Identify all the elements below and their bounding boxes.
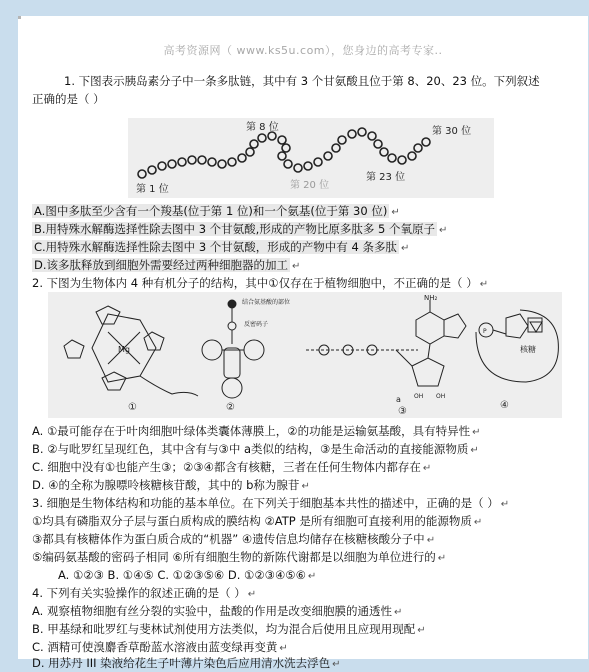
amino-acid-bead	[282, 144, 290, 152]
amino-acid-bead	[332, 144, 340, 152]
statement-text: ⑤编码氨基酸的密码子相同 ⑥所有细胞生物的新陈代谢都是以细胞为单位进行的	[32, 550, 436, 564]
peptide-chain-figure	[128, 118, 494, 198]
molecules-svg	[48, 292, 562, 418]
label-position-30: 第 30 位	[432, 126, 472, 137]
option-text: A. ①最可能存在于叶肉细胞叶绿体类囊体薄膜上，②的功能是运输氨基酸，具有特异性	[32, 424, 471, 438]
option-text: D.该多肽释放到细胞外需要经过两种细胞器的加工	[34, 258, 289, 272]
option-text: A.图中多肽至少含有一个羧基(位于第 1 位)和一个氨基(位于第 30 位)	[34, 204, 388, 218]
peptide-chain-beads	[138, 128, 430, 178]
amino-acid-bead	[414, 144, 422, 152]
q4-option-a	[32, 604, 402, 620]
amino-acid-bead	[228, 158, 236, 166]
atp-structure	[306, 300, 466, 386]
q3-stem	[32, 496, 509, 512]
option-text: C. 细胞中没有①也能产生③；②③④都含有核糖，三者在任何生物体内都存在	[32, 460, 421, 474]
paragraph-mark-icon: ↵	[307, 571, 317, 582]
statement-text: ③都具有核糖体作为蛋白质合成的“机器” ④遗传信息均储存在核糖核酸分子中	[32, 532, 425, 546]
trna-structure	[202, 300, 264, 398]
option-text: A. 观察植物细胞有丝分裂的实验中，盐酸的作用是改变细胞膜的通透性	[32, 604, 392, 618]
paragraph-mark-icon: ↵	[422, 463, 432, 474]
paragraph-mark-icon: ↵	[437, 553, 447, 564]
phosphate-label: P	[483, 328, 487, 335]
amino-acid-bead	[284, 160, 292, 168]
q4-option-b	[32, 622, 426, 638]
nucleotide-structure	[476, 310, 558, 382]
peptide-chain-svg	[128, 118, 494, 198]
amino-acid-bead	[278, 152, 286, 160]
paragraph-mark-icon: ↵	[470, 445, 479, 456]
amino-acid-bead	[358, 128, 366, 136]
paragraph-mark-icon: ↵	[247, 589, 257, 600]
option-text: B.用特殊水解酶选择性除去图中 3 个甘氨酸,形成的产物比原多肽多 5 个氧原子	[34, 222, 435, 236]
q2-option-c	[32, 460, 431, 476]
label-position-8: 第 8 位	[246, 122, 279, 133]
label-position-20: 第 20 位	[290, 180, 330, 191]
amino-acid-bead	[218, 160, 226, 168]
q3-statement-3	[32, 550, 446, 566]
q2-option-a	[32, 424, 480, 440]
q3-options	[58, 568, 316, 584]
paragraph-mark-icon: ↵	[393, 607, 403, 618]
q3-statement-2	[32, 532, 435, 548]
amino-acid-bead	[422, 138, 430, 146]
fig-label-2: ②	[226, 402, 235, 413]
corner-mark	[18, 16, 21, 19]
option-text: B. 甲基绿和吡罗红与斐林试剂使用方法类似，均为混合后使用且应现用现配	[32, 622, 416, 636]
paragraph-mark-icon: ↵	[400, 243, 410, 254]
organic-molecules-figure	[48, 292, 562, 418]
nh2-label: NH₂	[424, 294, 438, 302]
amino-acid-binding-site-label: 结合氨基酸的部位	[242, 299, 291, 306]
option-text: C.用特殊水解酶选择性除去图中 3 个甘氨酸，形成的产物中有 4 条多肽	[34, 240, 397, 254]
q1-option-b	[32, 222, 447, 238]
ribose-label: 核糖	[520, 345, 536, 354]
stem-text: 2. 下图为生物体内 4 种有机分子的结构，其中①仅存在于植物细胞中，不正确的是（ ）	[32, 276, 478, 290]
q1-option-a	[32, 204, 400, 220]
amino-acid-bead	[278, 136, 286, 144]
amino-acid-bead	[294, 164, 302, 172]
anticodon-label: 反密码子	[244, 321, 269, 328]
q2-option-d	[32, 478, 310, 494]
amino-acid-bead	[324, 152, 332, 160]
option-text: D. ④的全称为腺嘌呤核糖核苷酸，其中的 b称为腺苷	[32, 478, 300, 492]
q2-stem	[32, 276, 488, 292]
fig-label-1: ①	[128, 402, 137, 413]
document-page	[18, 16, 588, 670]
q3-statement-1	[32, 514, 482, 530]
option-text: C. 酒精可使溴麝香草酚蓝水溶液由蓝变绿再变黄	[32, 640, 278, 654]
statement-text: ①均具有磷脂双分子层与蛋白质构成的膜结构 ②ATP 是所有细胞可直接利用的能源物质	[32, 514, 472, 528]
amino-acid-bead	[408, 152, 416, 160]
paragraph-mark-icon: ↵	[500, 499, 510, 510]
q2-option-b	[32, 442, 479, 458]
option-text: B. ②与吡罗红呈现红色，其中含有与③中 a类似的结构，③是生命活动的直接能源物质	[32, 442, 469, 456]
paragraph-mark-icon: ↵	[479, 279, 489, 290]
amino-acid-bead	[314, 158, 322, 166]
paragraph-mark-icon: ↵	[279, 643, 288, 654]
amino-acid-bead	[158, 162, 166, 170]
fig-label-4: ④	[500, 400, 509, 411]
amino-acid-bead	[388, 154, 396, 162]
amino-acid-bead	[246, 148, 254, 156]
amino-acid-bead	[348, 130, 356, 138]
paragraph-mark-icon: ↵	[438, 225, 448, 236]
amino-acid-bead	[258, 134, 266, 142]
amino-acid-bead	[198, 156, 206, 164]
amino-acid-bead	[268, 132, 276, 140]
stem-text: 4. 下列有关实验操作的叙述正确的是（ ）	[32, 586, 246, 600]
oh-label-2: OH	[436, 393, 446, 400]
chlorophyll-structure	[64, 306, 198, 396]
q1-stem-line2: 正确的是（ ）	[32, 92, 105, 106]
amino-acid-bead	[398, 156, 406, 164]
label-position-23: 第 23 位	[366, 172, 406, 183]
label-position-1: 第 1 位	[136, 184, 169, 195]
oh-label-1: OH	[414, 393, 424, 400]
a-label: a	[396, 395, 401, 404]
amino-acid-bead	[208, 158, 216, 166]
amino-acid-bead	[304, 162, 312, 170]
amino-acid-bead	[368, 132, 376, 140]
paragraph-mark-icon: ↵	[391, 207, 400, 218]
page-header: 高考资源网（ www.ks5u.com），您身边的高考专家..	[163, 44, 443, 57]
mg-label: Mg	[118, 345, 130, 354]
fig-label-3: ③	[398, 406, 407, 417]
q1-option-d	[32, 258, 300, 274]
option-text: D. 用苏丹 III 染液给花生子叶薄片染色后应用清水洗去浮色	[32, 656, 331, 670]
amino-acid-bead	[188, 156, 196, 164]
paragraph-mark-icon: ↵	[417, 625, 426, 636]
paragraph-mark-icon: ↵	[473, 517, 483, 528]
q4-option-c	[32, 640, 288, 656]
stem-text: 3. 细胞是生物体结构和功能的基本单位。在下列关于细胞基本共性的描述中，正确的是（ ）	[32, 496, 499, 510]
amino-acid-bead	[148, 166, 156, 174]
paragraph-mark-icon: ↵	[332, 659, 341, 670]
q1-stem-line1: 1. 下图表示胰岛素分子中一条多肽链，其中有 3 个甘氨酸且位于第 8、20、23 位。下列叙述	[64, 74, 540, 88]
amino-acid-bead	[380, 148, 388, 156]
q4-stem	[32, 586, 256, 602]
q1-option-c	[32, 240, 409, 256]
paragraph-mark-icon: ↵	[301, 481, 310, 492]
paragraph-mark-icon: ↵	[292, 261, 301, 272]
q4-option-d	[32, 656, 341, 672]
paragraph-mark-icon: ↵	[426, 535, 436, 546]
amino-acid-bead	[338, 136, 346, 144]
amino-acid-bead	[250, 140, 258, 148]
amino-acid-bead	[374, 140, 382, 148]
amino-acid-bead	[178, 158, 186, 166]
amino-acid-bead	[168, 160, 176, 168]
amino-acid-bead	[238, 154, 246, 162]
options-text: A. ①②③ B. ①④⑤ C. ①②③⑤⑥ D. ①②③④⑤⑥	[58, 568, 306, 582]
amino-acid-bead	[138, 170, 146, 178]
paragraph-mark-icon: ↵	[472, 427, 481, 438]
